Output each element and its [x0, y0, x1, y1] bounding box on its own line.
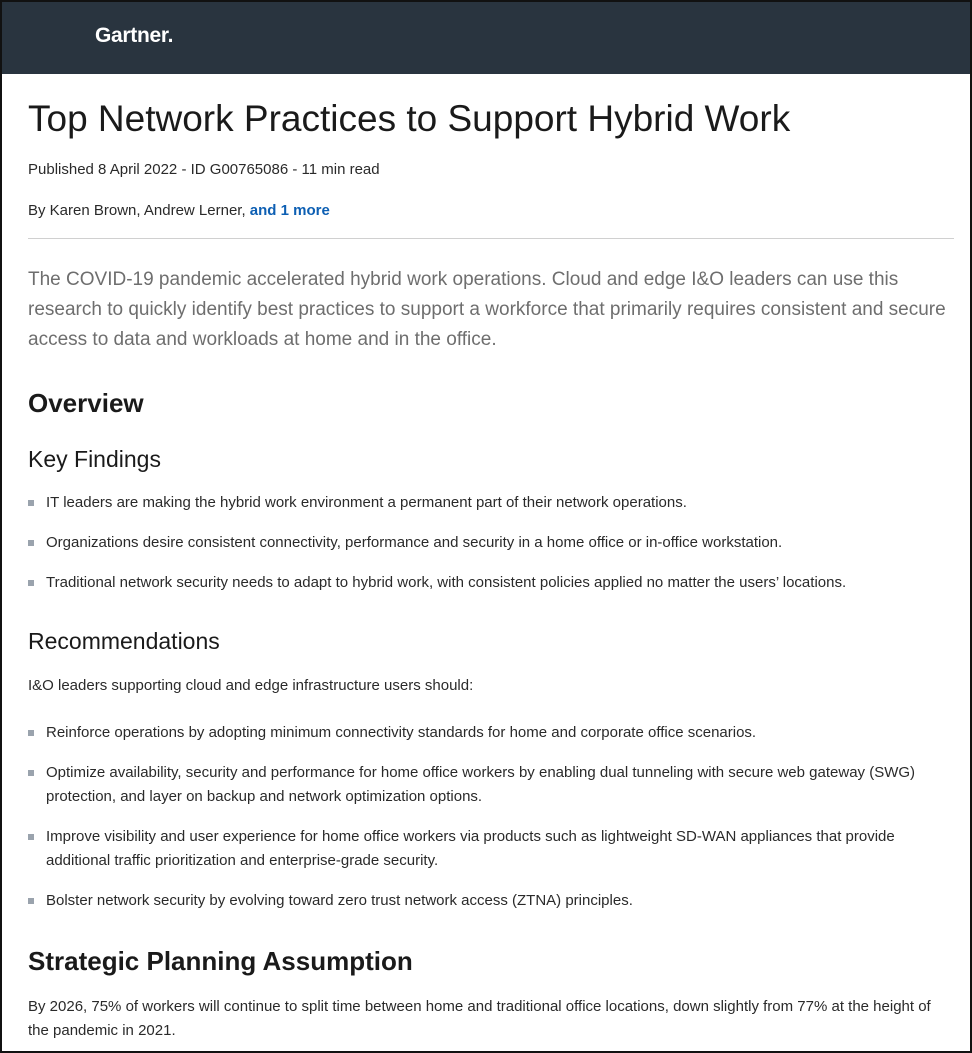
recommendation-text: Reinforce operations by adopting minimum connectivity standards for home and corporate office scenarios.: [46, 724, 757, 741]
bullet-icon: [28, 834, 34, 840]
key-finding-text: Traditional network security needs to adapt to hybrid work, with consistent policies applied no matter the users’ locations.: [46, 574, 847, 591]
gartner-logo[interactable]: [95, 24, 173, 48]
list-item: [28, 571, 954, 595]
bullet-icon: [28, 898, 34, 904]
overview-heading: Overview: [28, 388, 144, 418]
strategic-planning-text: By 2026, 75% of workers will continue to split time between home and traditional office locations, down slightly from 77% at the height of the pandemic in 2021.: [28, 998, 931, 1039]
page-title: Top Network Practices to Support Hybrid Work: [28, 98, 791, 139]
bullet-icon: [28, 770, 34, 776]
header-divider: [28, 238, 954, 239]
recommendations-heading: Recommendations: [28, 628, 220, 654]
top-header-bar: [2, 2, 970, 74]
bullet-icon: [28, 500, 34, 506]
recommendation-text: Optimize availability, security and performance for home office workers by enabling dual tunneling with secure web gateway (SWG) protection, and layer on backup and network optimization options.: [46, 764, 916, 805]
authors-text: By Karen Brown, Andrew Lerner,: [28, 202, 250, 219]
list-item: [28, 721, 954, 745]
list-item: [28, 761, 954, 809]
bullet-icon: [28, 580, 34, 586]
logo-dot: .: [167, 24, 174, 47]
key-finding-text: IT leaders are making the hybrid work environment a permanent part of their network operations.: [46, 494, 687, 511]
list-item: [28, 825, 954, 873]
recommendations-intro: I&O leaders supporting cloud and edge infrastructure users should:: [28, 677, 474, 694]
key-findings-heading: Key Findings: [28, 446, 161, 472]
logo-text: Gartner: [95, 24, 168, 47]
more-authors-link[interactable]: and 1 more: [249, 202, 330, 219]
author-line: [28, 202, 330, 219]
recommendation-text: Improve visibility and user experience for home office workers via products such as lightweight SD-WAN appliances that provide additional traffic prioritization and enterprise-grade security.: [46, 828, 895, 869]
publication-meta: Published 8 April 2022 - ID G00765086 - 11 min read: [28, 161, 380, 178]
bullet-icon: [28, 540, 34, 546]
key-finding-text: Organizations desire consistent connectivity, performance and security in a home office or in-office workstation.: [46, 534, 783, 551]
list-item: [28, 889, 954, 913]
article-summary: The COVID-19 pandemic accelerated hybrid work operations. Cloud and edge I&O leaders can use this research to quickly identify best practices to support a workforce that primarily requires consistent and secure access to data and workloads at home and in the office.: [28, 269, 946, 350]
recommendation-text: Bolster network security by evolving toward zero trust network access (ZTNA) principles.: [46, 892, 633, 909]
strategic-planning-heading: Strategic Planning Assumption: [28, 946, 413, 976]
list-item: [28, 491, 954, 515]
bullet-icon: [28, 730, 34, 736]
list-item: [28, 531, 954, 555]
